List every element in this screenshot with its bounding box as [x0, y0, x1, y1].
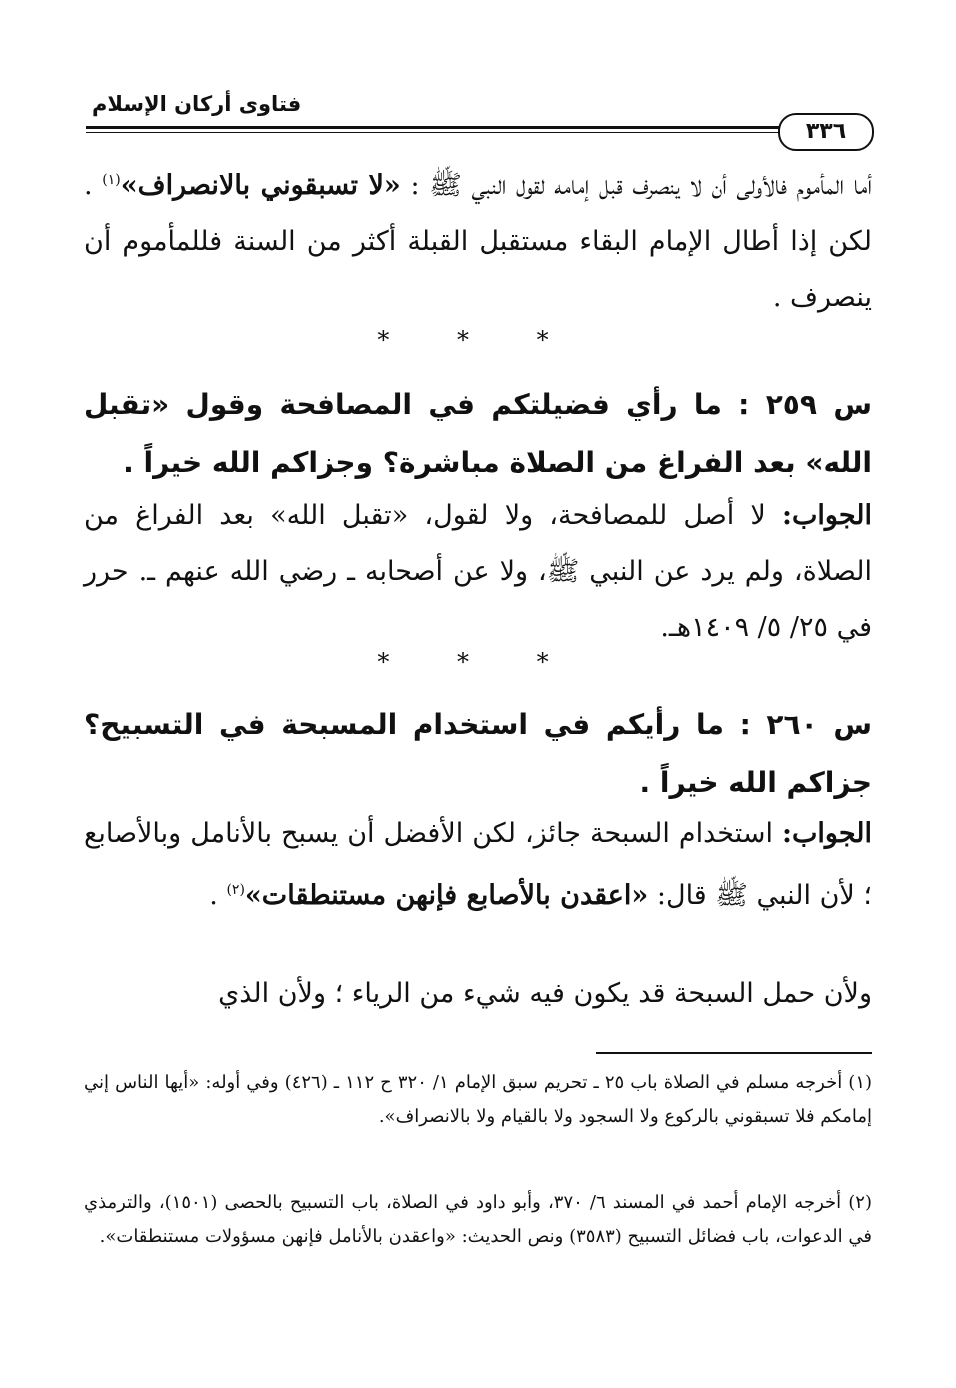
intro-continuation: . لكن إذا أطال الإمام البقاء مستقبل القبلة أكثر من السنة فللمأموم أن ينصرف . [84, 170, 872, 313]
header-rule [86, 126, 780, 129]
section-separator: * * * [377, 326, 579, 354]
hadith-quote: «اعقدن بالأصابع فإنهن مستنطقات» [244, 880, 649, 911]
running-header-title: فتاوى أركان الإسلام [92, 92, 302, 116]
continuation-paragraph: ولأن حمل السبحة قد يكون فيه شيء من الرياء ؛ ولأن الذي [218, 978, 872, 1009]
answer-260 [84, 806, 872, 924]
footnote-ref-1[interactable]: (١) [102, 172, 121, 188]
intro-text: أما المأموم فالأولى أن لا ينصرف قبل إمامه لقول النبي ﷺ : [410, 170, 872, 201]
footnote-2: (٢) أخرجه الإمام أحمد في المسند ٦/ ٣٧٠، وأبو داود في الصلاة، باب التسبيح بالحصى (١٥٠١)، والترمذي في الدعوات، باب فضائل التسبيح (٣٥٨٣) ونص الحديث: «واعقدن بالأنامل فإنهن مسؤولات مستنطقات». [84, 1192, 872, 1247]
hadith-quote: «لا تسبقوني بالانصراف» [120, 170, 401, 201]
answer-text: لا أصل للمصافحة، ولا لقول، «تقبل الله» بعد الفراغ من الصلاة، ولم يرد عن النبي ﷺ، ولا عن أصحابه ـ رضي الله عنهم ـ. حرر في ٢٥/ ٥/ ١٤٠٩هـ. [84, 500, 872, 643]
answer-end: . [209, 880, 218, 911]
answer-259 [84, 488, 872, 656]
answer-label: الجواب: [781, 818, 872, 849]
question-260: س ٢٦٠ : ما رأيكم في استخدام المسبحة في التسبيح؟ جزاكم الله خيراً . [84, 708, 872, 799]
answer-text: استخدام السبحة جائز، لكن الأفضل أن يسبح بالأنامل وبالأصابع ؛ لأن النبي ﷺ قال: [84, 818, 872, 911]
answer-label: الجواب: [782, 500, 872, 531]
page-number-badge: ٣٣٦ [778, 113, 874, 151]
intro-paragraph [84, 152, 872, 326]
footnote-rule [596, 1052, 872, 1054]
question-259: س ٢٥٩ : ما رأي فضيلتكم في المصافحة وقول «تقبل الله» بعد الفراغ من الصلاة مباشرة؟ وجزاكم الله خيراً . [84, 388, 872, 479]
footnote-ref-2[interactable]: (٢) [226, 882, 245, 898]
section-separator: * * * [377, 648, 579, 676]
footnote-1: (١) أخرجه مسلم في الصلاة باب ٢٥ ـ تحريم سبق الإمام ١/ ٣٢٠ ح ١١٢ ـ (٤٢٦) وفي أوله: «أيها الناس إني إمامكم فلا تسبقوني بالركوع ولا السجود ولا بالقيام ولا بالانصراف». [84, 1072, 873, 1127]
header-rule-thin [86, 132, 780, 133]
